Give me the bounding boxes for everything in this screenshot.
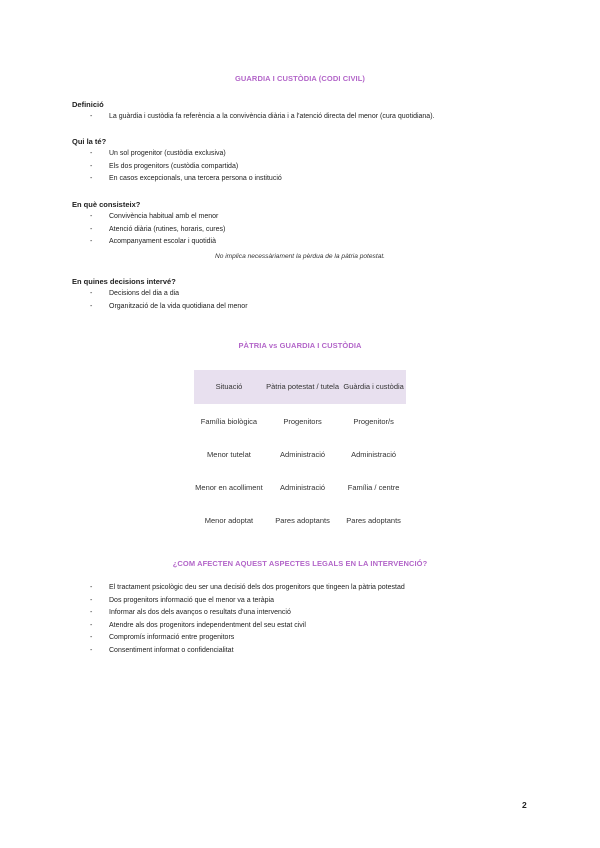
table-row [194,440,406,470]
list-item: - Convivència habitual amb el menor [90,213,219,220]
list-item: - Els dos progenitors (custòdia compartida) [90,162,239,170]
list-item: - Un sol progenitor (custòdia exclusiva) [90,150,226,157]
table-cell: Família biològica [200,417,258,426]
list-item: - En casos excepcionals, una tercera persona o institució [90,175,282,183]
table-cell: Menor en acolliment [195,483,263,492]
section-title-intervencio: ¿COM AFECTEN AQUEST ASPECTES LEGALS EN LA INTERVENCIÓ? [172,559,428,568]
list-item: - Compromís informació entre progenitors [90,634,235,642]
heading-qui: Qui la té? [72,137,107,146]
list-item: - El tractament psicològic deu ser una decisió dels dos progenitors que tingeen la pàtria potestad [90,584,405,591]
table-cell: Administració [351,450,397,459]
note-patria-potestat: No implica necessàriament la pèrdua de la pàtria potestat. [214,253,386,260]
page-number: 2 [522,800,527,810]
comparison-table [194,370,406,536]
decisions-list [90,288,248,313]
list-item: - Dos progenitors informació que el menor va a teràpia [90,596,274,604]
list-item: - Atendre als dos progenitors independentment del seu estat civil [90,621,306,629]
list-item: - Organització de la vida quotidiana del menor [90,302,248,310]
table-cell: Progenitor/s [353,417,394,426]
definicio-list [90,111,434,124]
table-row [194,404,406,440]
table-cell: Pares adoptants [275,516,330,525]
table-cell: Pares adoptants [346,516,401,525]
list-item: - Consentiment informat o confidencialitat [90,646,234,654]
list-item: - Acompanyament escolar i quotidià [90,238,217,246]
table-cell: Administració [280,450,326,459]
list-item: - Decisions del dia a dia [90,290,180,297]
section-title-guardia: GUARDIA I CUSTÒDIA (CODI CIVIL) [234,74,366,83]
table-cell: Família / centre [347,483,400,492]
list-item: - La guàrdia i custòdia fa referència a la convivència diària i a l'atenció directa del menor (cura quotidiana). [90,113,435,120]
intervencio-list [90,582,405,658]
heading-decisions: En quines decisions intervé? [72,277,176,286]
qui-list [90,148,282,186]
table-cell: Menor adoptat [204,516,254,525]
table-header-row [194,370,406,404]
table-header: Situació [194,370,264,404]
table-cell: Progenitors [283,417,322,426]
que-list [90,211,225,249]
table-row [194,470,406,506]
list-item: - Informar als dos dels avanços o resultats d'una intervenció [90,609,291,617]
table-cell: Menor tutelat [207,450,251,459]
table-cell: Administració [280,483,326,492]
section-title-comparison: PÀTRIA vs GUARDIA I CUSTÒDIA [238,341,362,350]
table-row [194,506,406,536]
heading-que-consisteix: En què consisteix? [72,200,141,209]
table-header: Guàrdia i custòdia [341,370,406,404]
heading-definicio: Definició [72,100,104,109]
list-item: - Atenció diària (rutines, horaris, cures) [90,225,226,233]
table-header: Pàtria potestat / tutela [264,370,341,404]
